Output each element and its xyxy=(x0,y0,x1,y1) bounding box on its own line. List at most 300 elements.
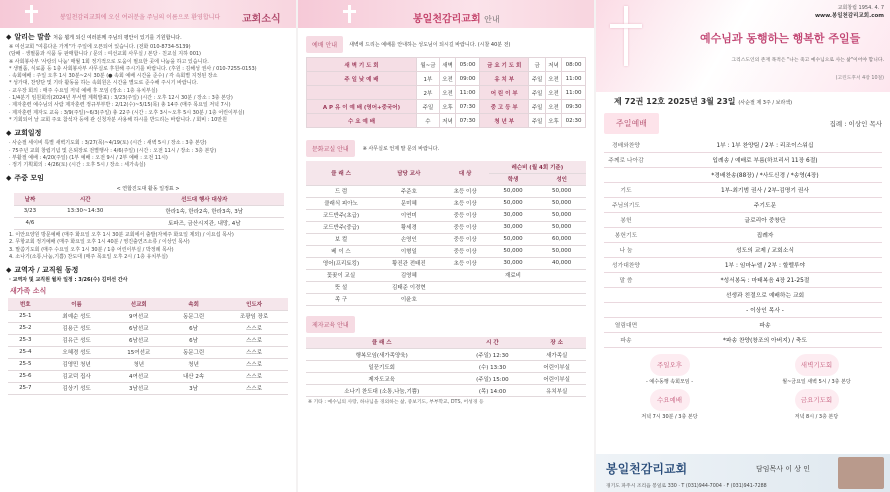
worship-order-value: 1부 : 임마누엘 / 2부 : 할렐루야 xyxy=(648,257,882,272)
culture-cell: 50,000 xyxy=(537,245,586,257)
worship-order-label: 열림대면 xyxy=(604,317,648,332)
group-line: 1. 이안요양원 방문예배 (매주 화요일 오후 1시 30분 교회에서 출발(자체주 화요일 제외) / 이요섭 목사) xyxy=(9,231,234,238)
worship-guide-row xyxy=(307,72,586,86)
visitor-row-cell: 25-4 xyxy=(8,346,43,358)
worship-order-row xyxy=(604,272,882,287)
visitor-row-cell: 동문그린 xyxy=(167,310,220,322)
worship-guide-cell: 월~금 xyxy=(417,58,440,72)
culture-cell: 50,000 xyxy=(537,197,586,209)
sunday-afternoon-badge: 주일오후 xyxy=(650,354,690,376)
schedule-heading: ◆ 교회일정 xyxy=(6,129,42,138)
culture-cell: 보 컬 xyxy=(306,233,376,245)
culture-subheader: 학생 xyxy=(489,173,538,185)
culture-cell: 40,000 xyxy=(537,257,586,269)
culture-cell: 30,000 xyxy=(489,221,538,233)
discipleship-row-cell: 어린이부실 xyxy=(527,373,586,385)
worship-order-value: 1부-최기범 권사 / 2부-김명기 권사 xyxy=(648,182,882,197)
visitor-row-cell: 25-5 xyxy=(8,358,43,370)
culture-cell: 30,000 xyxy=(489,209,538,221)
news-panel xyxy=(0,0,296,492)
worship-order-label: 파송 xyxy=(604,332,648,347)
worship-order-row xyxy=(604,227,882,242)
visitor-row xyxy=(8,382,288,394)
visitor-row-cell: 6남선교 xyxy=(110,322,167,334)
culture-cell: 꽃꽂이 교실 xyxy=(306,269,376,281)
culture-row xyxy=(306,185,586,197)
discipleship-row-header: 시 간 xyxy=(457,337,527,349)
visitor-row-cell: 25-1 xyxy=(8,310,43,322)
visitor-row-header: 이름 xyxy=(43,298,111,310)
group-line: 3. 말씀기도회 (매주 수요일 오후 1시 30분 / 1층 어린이부실 / 박정례 목사) xyxy=(9,246,174,253)
worship-guide-cell: 09:30 xyxy=(562,100,586,114)
visitor-row xyxy=(8,334,288,346)
worship-order-label: 주께로 나아감 xyxy=(604,152,648,167)
officiant: 집례 : 이상인 목사 xyxy=(829,120,882,128)
weekly-table xyxy=(14,193,284,230)
visitor-row-cell: 4여선교 xyxy=(110,370,167,382)
worship-order-row xyxy=(604,182,882,197)
worship-order-value: 1부 : 1부 찬양팀 / 2부 : 리조이스워십 xyxy=(648,137,882,152)
discipleship-row-cell: (주일) 15:00 xyxy=(457,373,527,385)
issue-line: 제 72권 12호 2025년 3월 23일 (사순절 제 3주 / 보라색) xyxy=(614,97,793,106)
discipleship-row xyxy=(306,385,586,397)
culture-cell: 클래식 피아노 xyxy=(306,197,376,209)
weekly-caption: < 연합진도대 활동 일정표 > xyxy=(116,186,180,193)
worship-order-row xyxy=(604,197,882,212)
announce-line: · 제자훈련 제자도 교육 : 3/9(주일)~6/3(주일) 총 22주 (시간 : 오후 3시~오후 5시 30분 / 1층 어린이부실) xyxy=(9,109,245,116)
friday-badge: 금요기도회 xyxy=(795,389,839,411)
visitor-row-cell: 6남 xyxy=(167,322,220,334)
visitor-row-cell: 청년 xyxy=(167,358,220,370)
culture-cell: 중등 이상 xyxy=(442,221,489,233)
visitor-row-cell: 3남선교 xyxy=(110,382,167,394)
announce-line: * 생필품, 식료품 등 1층 사회봉사부 사무실로 후원해 주시기를 바랍니다. (후원 : 김해성 권사 / 010-7255-0153) xyxy=(9,65,257,72)
sunday-worship-tab: 주일예배 xyxy=(604,113,659,134)
worship-order-label: 주님의기도 xyxy=(604,197,648,212)
worship-order-value: 선생과 친절으로 예배하는 교회 xyxy=(648,287,882,302)
worship-order-value: *성서봉독 : 마태복음 4장 21-25절 xyxy=(648,272,882,287)
culture-cell: 손영인 xyxy=(376,233,442,245)
worship-guide-table xyxy=(306,57,586,128)
news-header-bar xyxy=(0,0,296,28)
worship-guide-cell: 오후 xyxy=(545,114,561,128)
visitor-row-cell: 내산 2속 xyxy=(167,370,220,382)
visitor-row-cell: 25-3 xyxy=(8,334,43,346)
visitor-row-cell: 15여선교 xyxy=(110,346,167,358)
culture-cell: 50,000 xyxy=(489,197,538,209)
worship-order-label xyxy=(604,167,648,182)
visitor-row-cell: 스스로 xyxy=(220,382,288,394)
culture-row xyxy=(306,140,594,157)
culture-cell xyxy=(442,293,489,305)
worship-guide-cell: 어 린 이 부 xyxy=(479,86,529,100)
worship-order-label xyxy=(604,287,648,302)
culture-cell xyxy=(537,281,586,293)
schedule-circles-2 xyxy=(596,389,890,420)
weekly-heading: ◆ 주중 모임 xyxy=(6,174,44,183)
culture-cell: 60,000 xyxy=(537,233,586,245)
culture-cell xyxy=(442,281,489,293)
worship-order-value: 집례자 xyxy=(648,227,882,242)
worship-guide-cell: 05:00 xyxy=(456,58,480,72)
slogan-sub: 그리스도인의 존재 목적은 "나는 죽고 예수님으로 사는 삶"이어야 합니다. xyxy=(731,58,884,63)
culture-note: ※ 사무실로 언제 말 문의 바랍니다. xyxy=(362,146,440,152)
staff-heading: ◆ 교역자 / 교직원 동정 xyxy=(6,266,79,275)
discipleship-note: ※ 기타 : 예수님의 사랑, 하나님을 경외하는 삶, 중보기도, 부부학교, DTS, 어성경 등 xyxy=(308,400,484,405)
culture-cell: 중등 이상 xyxy=(442,245,489,257)
culture-cell: 이윤호 xyxy=(376,293,442,305)
worship-guide-cell: 주일 xyxy=(529,100,545,114)
worship-order-label: 성가대찬양 xyxy=(604,257,648,272)
discipleship-row-cell: 소나기 찬도대 (소통,나눔,기쁨) xyxy=(306,385,457,397)
visitor-row-cell: 김상기 성도 xyxy=(43,382,111,394)
footer xyxy=(596,454,890,492)
culture-header: 대 상 xyxy=(442,161,489,185)
founded-date: 교회창립 1954. 4. 7 xyxy=(837,5,884,11)
culture-header: 담당 교사 xyxy=(376,161,442,185)
worship-guide-cell: 1부 xyxy=(417,72,440,86)
culture-cell: 50,000 xyxy=(489,185,538,197)
culture-cell: 드 럼 xyxy=(306,185,376,197)
discipleship-row xyxy=(306,361,586,373)
group-line: 2. 무항교회 정기예배 (매주 화요일 오후 1시 40분 / 영진출연즈소류 / 이상인 목사) xyxy=(9,239,190,246)
worship-guide-cell: 오전 xyxy=(545,86,561,100)
visitor-row-cell: 조광임 장로 xyxy=(220,310,288,322)
pastor: 담임목사 이 상 인 xyxy=(756,465,811,473)
worship-guide-row xyxy=(307,58,586,72)
culture-cell: 이형일 xyxy=(376,245,442,257)
schedule-line: · 부활절 예배 : 4/20(주일) (1부 예배 : 오전 9시 / 2부 예배 : 오전 11시) xyxy=(9,154,168,161)
announce-line: · 교우장 회의 : 매주 수요일 저녁 예배 후 모임 (장소 : 1층 유치부실) xyxy=(9,87,158,94)
culture-row xyxy=(306,221,586,233)
friday-desc: 저녁 8시 / 3층 본당 xyxy=(794,413,839,420)
worship-guide-cell: 주일 xyxy=(529,86,545,100)
worship-order-table xyxy=(604,137,882,348)
visitor-row-cell: 김교덕 집사 xyxy=(43,370,111,382)
visitor-row-cell: 김영민 청년 xyxy=(43,358,111,370)
group-line: 4. 소나기(소통,나눔,기쁨) 찬도대 (매주 목요일 오후 2시 / 1층 유치부실) xyxy=(9,253,168,260)
culture-row xyxy=(306,293,586,305)
visitor-row-header: 선교회 xyxy=(110,298,167,310)
discipleship-row-header: 장 소 xyxy=(527,337,586,349)
visitor-row-cell: 김용근 성도 xyxy=(43,322,111,334)
worship-order-row xyxy=(604,332,882,347)
schedule-circles xyxy=(596,354,890,385)
discipleship-row-cell: 새가족실 xyxy=(527,349,586,361)
culture-cell: 주준호 xyxy=(376,185,442,197)
discipleship-row-cell: 제자도교육 xyxy=(306,373,457,385)
announce-line: ※ 사회봉사부 '사랑의 나눔' 매월 1회 정기적으로 도움이 필요한 곳에 나눔을 하고 있습니다. xyxy=(9,58,209,65)
visitor-row xyxy=(8,358,288,370)
worship-order-row xyxy=(604,317,882,332)
worship-guide-cell: 금 요 기 도 회 xyxy=(479,58,529,72)
weekly-row-cell: 한라1속, 한라2속, 한라3속, 3남 xyxy=(125,205,284,217)
worship-guide-note: 새벽에 드리는 예배를 안내하는 성도님이 되시길 바랍니다. (시찰 40분 전) xyxy=(349,42,511,48)
culture-cell xyxy=(489,293,538,305)
visitor-row-cell: 25-2 xyxy=(8,322,43,334)
worship-guide-cell: 11:00 xyxy=(456,86,480,100)
culture-table xyxy=(306,161,586,306)
discipleship-row xyxy=(306,349,586,361)
culture-cell: 코드반주(초급) xyxy=(306,209,376,221)
discipleship-row-cell: 일꾼기도회 xyxy=(306,361,457,373)
announce-heading: ◆ 알리는 말씀 처음 뵙게 되신 여러분께 주님의 평안이 있기를 기원합니다. xyxy=(6,33,182,41)
culture-cell: 50,000 xyxy=(537,209,586,221)
culture-cell: 김태준 이경현 xyxy=(376,281,442,293)
culture-cell: 재료비 xyxy=(489,269,538,281)
worship-guide-row xyxy=(307,86,586,100)
worship-order-row xyxy=(604,287,882,302)
dawn-prayer-badge: 새벽기도회 xyxy=(795,354,839,376)
guide-title: 봉일천감리교회 안내 xyxy=(413,14,500,25)
worship-guide-cell: 08:00 xyxy=(562,58,586,72)
visitor-row-cell: 25-6 xyxy=(8,370,43,382)
worship-guide-cell: 저녁 xyxy=(439,114,455,128)
worship-order-label: 경배와찬양 xyxy=(604,137,648,152)
worship-order-row xyxy=(604,257,882,272)
worship-guide-row xyxy=(307,100,586,114)
dawn-prayer-desc: 월~금요일 새벽 5시 / 3층 본당 xyxy=(782,378,851,385)
cover-banner xyxy=(596,0,890,92)
worship-order-label: 기도 xyxy=(604,182,648,197)
culture-cell: 50,000 xyxy=(537,221,586,233)
discipleship-row-cell: (수) 13:30 xyxy=(457,361,527,373)
visitor-row xyxy=(8,310,288,322)
visitor-row xyxy=(8,322,288,334)
worship-order-label: 나 눔 xyxy=(604,242,648,257)
visitor-row-header: 속회 xyxy=(167,298,220,310)
visitor-row-cell: 스스로 xyxy=(220,346,288,358)
schedule-line: · 정기 기획회의 : 4/26(토) (시간 : 오후 5시 / 장소 : 세가속실) xyxy=(9,162,146,169)
worship-guide-cell: 07:30 xyxy=(456,114,480,128)
schedule-line: · 사순절 세이비 특별 새벽기도회 : 3/27(목)~4/19(토) (시간 : 새벽 5시 / 장소 : 3층 본당) xyxy=(9,140,207,147)
weekly-row-cell: 13:30~14:30 xyxy=(46,205,125,217)
visitor-row-cell: 6남선교 xyxy=(110,334,167,346)
visitor-table xyxy=(8,298,288,395)
culture-cell: 김영혜 xyxy=(376,269,442,281)
worship-guide-cell: 유 치 부 xyxy=(479,72,529,86)
worship-guide-cell: 오후 xyxy=(439,100,455,114)
announce-line: (담배 · 생필품과 식품 등 판매합니다 / 문의 : 여선교회 사무실 / 본당 · 친교실 지하 001) xyxy=(9,51,202,58)
weekly-row xyxy=(14,205,284,217)
worship-guide-cell: 11:00 xyxy=(562,86,586,100)
visitor-row-header: 인도자 xyxy=(220,298,288,310)
weekly-row-header: 시간 xyxy=(46,193,125,205)
culture-row xyxy=(306,257,586,269)
worship-order-row xyxy=(604,137,882,152)
culture-cell: 초등 이상 xyxy=(442,257,489,269)
weekly-row-cell: 3/23 xyxy=(14,205,46,217)
weekly-row xyxy=(14,217,284,229)
visitor-row-cell: 3남 xyxy=(167,382,220,394)
worship-order-value: 입례송 / 예배로 부름(하브리서 11장 6절) xyxy=(648,152,882,167)
worship-guide-cell: 주일 xyxy=(529,114,545,128)
visitor-heading: 새가족 소식 xyxy=(10,287,47,296)
worship-guide-cell: 수 요 예 배 xyxy=(307,114,417,128)
worship-order-value: 글로리아 중창단 xyxy=(648,212,882,227)
culture-cell: 뜻 설 xyxy=(306,281,376,293)
discipleship-row-cell: 어린이부실 xyxy=(527,361,586,373)
worship-order-row xyxy=(604,212,882,227)
announce-line: * 기회되어 날 교회 주요 참석자 등에 관 신청자분 사용해 하시를 반드리는 바랍니다. / 회비 : 10만원 xyxy=(9,116,227,123)
worship-order-header xyxy=(604,113,882,134)
visitor-row-cell: 청년 xyxy=(110,358,167,370)
worship-guide-cell: 오전 xyxy=(439,72,455,86)
visitor-row-cell: 9여선교 xyxy=(110,310,167,322)
worship-guide-cell: 07:30 xyxy=(456,100,480,114)
culture-header: 레슨비 (월 4회 기준) xyxy=(489,161,586,173)
worship-guide-cell: 09:00 xyxy=(456,72,480,86)
address: 경기도 파주시 조리읍 봉일로 330 · T (031)944-7004 · F (031)941-7288 xyxy=(606,484,767,489)
worship-order-label: 봉헌 xyxy=(604,212,648,227)
culture-cell xyxy=(537,269,586,281)
worship-guide-cell: 오전 xyxy=(545,100,561,114)
culture-cell: 중등 이상 xyxy=(442,233,489,245)
visitor-row xyxy=(8,346,288,358)
church-building-image xyxy=(838,457,884,489)
culture-subheader: 성인 xyxy=(537,173,586,185)
discipleship-tab: 제자교육 안내 xyxy=(306,316,355,333)
cross-icon xyxy=(30,5,33,23)
worship-guide-cell: 새 벽 기 도 회 xyxy=(307,58,417,72)
visitor-row-cell: 동문그린 xyxy=(167,346,220,358)
worship-order-row xyxy=(604,302,882,317)
worship-guide-cell: 주일 xyxy=(529,72,545,86)
discipleship-row-cell: (목) 14:00 xyxy=(457,385,527,397)
worship-order-label: 봉헌기도 xyxy=(604,227,648,242)
worship-guide-cell: 11:00 xyxy=(562,72,586,86)
worship-guide-cell: 중 고 등 부 xyxy=(479,100,529,114)
church-url[interactable]: www.봉일천감리교회.com xyxy=(814,13,884,19)
culture-row xyxy=(306,245,586,257)
culture-header: 클 래 스 xyxy=(306,161,376,185)
culture-cell: 황진관 전태진 xyxy=(376,257,442,269)
discipleship-row xyxy=(306,316,594,333)
discipleship-table xyxy=(306,337,586,398)
news-title: 교회소식 xyxy=(242,14,281,25)
worship-guide-cell: 오전 xyxy=(545,72,561,86)
culture-row xyxy=(306,281,586,293)
guide-panel xyxy=(298,0,594,492)
announce-line: · 제자훈련 예수님의 사람 제자훈련 정규부부반 : 2/12(수)~5/15(목) 총 14주 (매주 목요일 저녁 7시) xyxy=(9,102,231,109)
weekly-row-cell: 토파즈, 금산시지관, 내망, 4남 xyxy=(125,217,284,229)
bulletin-cover-panel xyxy=(596,0,890,492)
announce-line: * 성가대, 찬양단 및 기타 활동을 하는 속회원은 시간을 별도로 준수해 주시기 바랍니다. xyxy=(9,80,198,87)
weekly-row-cell xyxy=(46,217,125,229)
worship-order-value: 성도의 교제 / 교회소식 xyxy=(648,242,882,257)
worship-guide-tab: 예배 안내 xyxy=(306,36,343,53)
culture-cell: 문미혜 xyxy=(376,197,442,209)
discipleship-row xyxy=(306,373,586,385)
culture-cell: 영어(프리토킹) xyxy=(306,257,376,269)
visitor-row-cell: 스스로 xyxy=(220,334,288,346)
worship-guide-cell: 저녁 xyxy=(545,58,561,72)
culture-row xyxy=(306,197,586,209)
culture-cell: 코드반주(중급) xyxy=(306,221,376,233)
culture-cell xyxy=(442,269,489,281)
visitor-row-cell: 스스로 xyxy=(220,322,288,334)
discipleship-row-cell: (주일) 12:30 xyxy=(457,349,527,361)
worship-guide-cell: A P 유 이 예 배 (영어+중국어) xyxy=(307,100,417,114)
worship-guide-cell: 주 일 낮 예 배 xyxy=(307,72,417,86)
announce-line: ※ 여선교회 "여름다운 가게"가 주일에 오픈되어 있습니다. (전화 010-8734-5139) xyxy=(9,44,191,50)
visitor-row-cell: 최예순 성도 xyxy=(43,310,111,322)
culture-cell: 초등 이상 xyxy=(442,197,489,209)
culture-cell xyxy=(537,293,586,305)
weekly-row-cell: 4/6 xyxy=(14,217,46,229)
culture-cell: 30,000 xyxy=(489,257,538,269)
cross-icon xyxy=(348,5,351,23)
worship-order-row xyxy=(604,152,882,167)
culture-cell: 중등 이상 xyxy=(442,209,489,221)
visitor-row-cell: 스스로 xyxy=(220,370,288,382)
slogan: 예수님과 동행하는 행복한 주일들 xyxy=(700,32,861,45)
guide-header-bar xyxy=(298,0,594,28)
sunday-afternoon-desc: - 예수동행 속회모임 - xyxy=(645,378,694,385)
worship-guide-cell: 주일 xyxy=(417,100,440,114)
visitor-row xyxy=(8,370,288,382)
weekly-row-header: 선드대 행사 대상자 xyxy=(125,193,284,205)
worship-guide-cell: 새벽 xyxy=(439,58,455,72)
discipleship-row-cell: 행복모임(새가족양육) xyxy=(306,349,457,361)
worship-order-label: 말 씀 xyxy=(604,272,648,287)
wednesday-badge: 수요예배 xyxy=(650,389,690,411)
culture-cell: 황세경 xyxy=(376,221,442,233)
culture-cell: 50,000 xyxy=(489,233,538,245)
worship-order-value: 파송 xyxy=(648,317,882,332)
worship-order-row xyxy=(604,167,882,182)
discipleship-row-header: 클 래 스 xyxy=(306,337,457,349)
culture-row xyxy=(306,209,586,221)
visitor-row-cell: 25-7 xyxy=(8,382,43,394)
worship-guide-row xyxy=(306,36,594,53)
culture-cell: 초등 이상 xyxy=(442,185,489,197)
culture-row xyxy=(306,233,586,245)
worship-guide-cell xyxy=(307,86,417,100)
worship-guide-cell: 2부 xyxy=(417,86,440,100)
worship-guide-cell: 수 xyxy=(417,114,440,128)
visitor-row-header: 번호 xyxy=(8,298,43,310)
cross-icon xyxy=(624,6,628,66)
culture-cell: 이연미 xyxy=(376,209,442,221)
worship-order-label xyxy=(604,302,648,317)
worship-guide-cell: 금 xyxy=(529,58,545,72)
visitor-row-cell: 오혜경 성도 xyxy=(43,346,111,358)
worship-guide-row xyxy=(307,114,586,128)
announce-line: · 속회예배 : 주일 오후 1시 30분~2시 30분 (● 속회 예배 시간을 준수) / 각 속회별 지정된 장소 xyxy=(9,73,218,80)
culture-row xyxy=(306,269,586,281)
worship-order-value: *경배찬송(88장) / *사도신경 / *송영(4장) xyxy=(648,167,882,182)
culture-cell xyxy=(489,281,538,293)
culture-cell: 50,000 xyxy=(489,245,538,257)
wednesday-desc: 저녁 7시 30분 / 3층 본당 xyxy=(641,413,698,420)
church-name: 봉일천감리교회 xyxy=(606,462,688,476)
schedule-line: · 75주년 교회 창립기념 및 은퇴장로 전별행사 : 4/6(주일) (시간 : 오전 11시 / 장소 : 3층 본당) xyxy=(9,147,217,154)
culture-cell: 베 이 스 xyxy=(306,245,376,257)
culture-cell: 50,000 xyxy=(537,185,586,197)
worship-order-row xyxy=(604,242,882,257)
slogan-ref: (고린도후서 4장 10절) xyxy=(835,76,884,81)
worship-guide-cell: 청 년 부 xyxy=(479,114,529,128)
worship-order-value: *파송 찬양(창조의 아버지) / 축도 xyxy=(648,332,882,347)
worship-order-value: 주기도문 xyxy=(648,197,882,212)
visitor-row-cell: 스스로 xyxy=(220,358,288,370)
culture-cell: 족 구 xyxy=(306,293,376,305)
discipleship-row-cell: 유치부실 xyxy=(527,385,586,397)
weekly-row-header: 날짜 xyxy=(14,193,46,205)
welcome-text: 봉일천감리교회에 오신 여러분을 주님의 이름으로 환영합니다 xyxy=(60,14,221,21)
visitor-row-cell: 김유근 성도 xyxy=(43,334,111,346)
